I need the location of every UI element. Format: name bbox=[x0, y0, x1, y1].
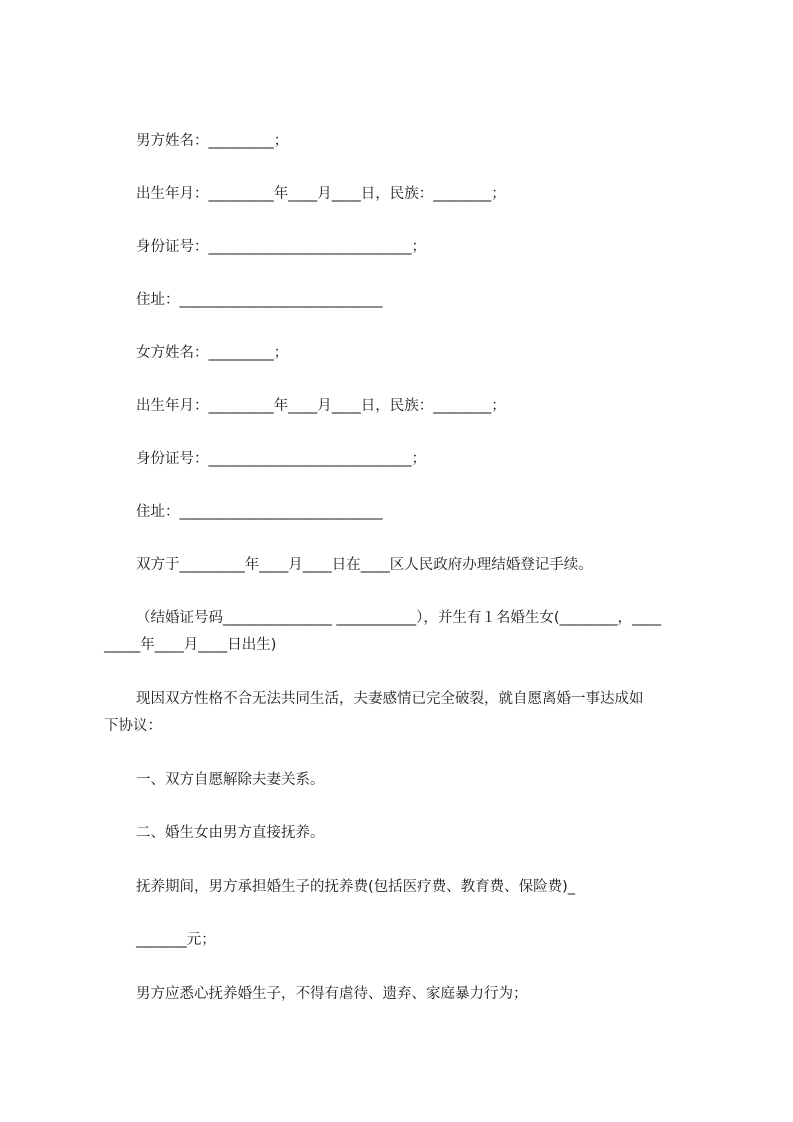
female-name-line: 女方姓名：_________； bbox=[136, 345, 289, 361]
marriage-registration-line: 双方于_________年____月____日在____区人民政府办理结婚登记手续。 bbox=[136, 557, 593, 573]
care-duty-line: 男方应悉心抚养婚生子，不得有虐待、遗弃、家庭暴力行为； bbox=[136, 986, 528, 1002]
male-birth-line: 出生年月：_________年____月____日，民族：________； bbox=[136, 186, 506, 202]
female-id-line: 身份证号：____________________________； bbox=[136, 451, 426, 467]
male-name-line: 男方姓名：_________； bbox=[136, 133, 289, 149]
clause-two: 二、婚生女由男方直接抚养。 bbox=[136, 825, 325, 841]
clause-one: 一、双方自愿解除夫妻关系。 bbox=[136, 772, 325, 788]
reason-paragraph-line-2: 下协议： bbox=[104, 718, 162, 734]
support-fee-line: 抚养期间，男方承担婚生子的抚养费(包括医疗费、教育费、保险费)_ bbox=[136, 879, 576, 895]
reason-paragraph-line-1: 现因双方性格不合无法共同生活，夫妻感情已完全破裂，就自愿离婚一事达成如 bbox=[136, 691, 644, 707]
male-id-line: 身份证号：____________________________； bbox=[136, 239, 426, 255]
male-address-line: 住址：____________________________ bbox=[136, 292, 383, 308]
female-birth-line: 出生年月：_________年____月____日，民族：________； bbox=[136, 398, 506, 414]
child-birth-line: _____年____月____日出生) bbox=[104, 637, 277, 653]
female-address-line: 住址：____________________________ bbox=[136, 504, 383, 520]
marriage-cert-line: （结婚证号码_______________ ___________），并生有１名婚生女(________，____ bbox=[136, 610, 662, 626]
support-amount-line: _______元； bbox=[136, 932, 216, 948]
